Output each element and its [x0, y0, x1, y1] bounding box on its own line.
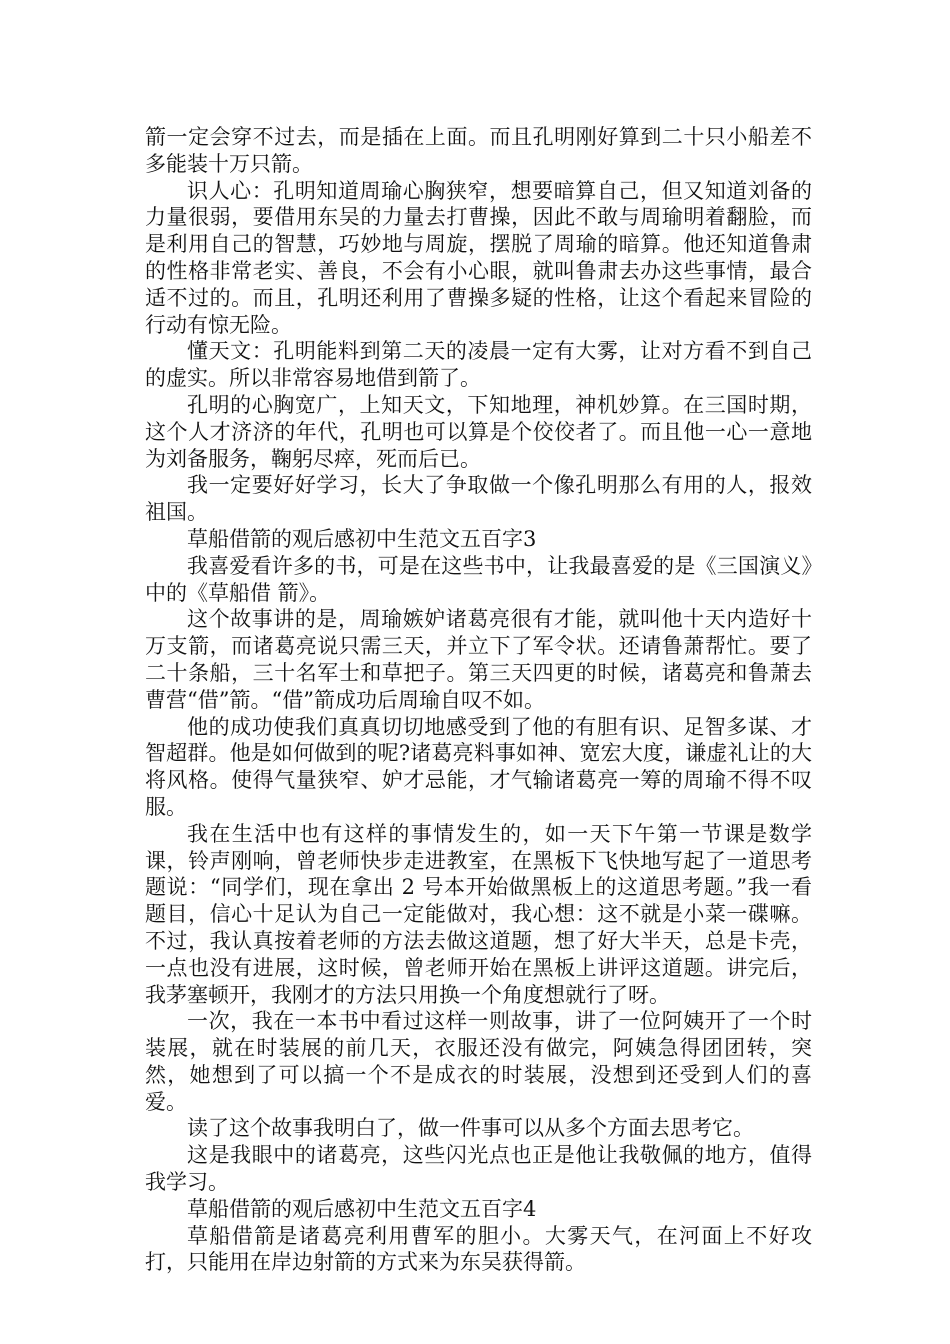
- paragraph-lesson: 读了这个故事我明白了，做一件事可以从多个方面去思考它。: [187, 1116, 754, 1141]
- paragraph-kongming-praise: 孔明的心胸宽广，上知天文，下知地理，神机妙算。在三国时期，这个人才济济的年代，孔明也可以算是个佼佼者了。而且他一心一意地为刘备服务，鞠躬尽瘁，死而后已。: [145, 392, 812, 471]
- paragraph-admiration: 这是我眼中的诸葛亮，这些闪光点也正是他让我敬佩的地方，值得我学习。: [145, 1143, 812, 1195]
- document-body: [145, 124, 812, 1276]
- paragraph-continuation: 箭一定会穿不过去，而是插在上面。而且孔明刚好算到二十只小船差不多能装十万只箭。: [145, 125, 812, 176]
- paragraph-astronomy: 懂天文：孔明能料到第二天的凌晨一定有大雾，让对方看不到自己的虚实。所以非常容易地借到箭了。: [145, 339, 812, 391]
- section-heading-3: 草船借箭的观后感初中生范文五百字3: [187, 526, 537, 551]
- paragraph-reading-minds: 识人心：孔明知道周瑜心胸狭窄，想要暗算自己，但又知道刘备的力量很弱，要借用东吴的力量去打曹操，因此不敢与周瑜明着翻脸，而是利用自己的智慧，巧妙地与周旋，摆脱了周瑜的暗算。他还知道鲁肃的性格非常老实、善良，不会有小心眼，就叫鲁肃去办这些事情，最合适不过的。而且，孔明还利用了曹操多疑的性格，让这个看起来冒险的行动有惊无险。: [145, 178, 812, 337]
- paragraph-essay-4-start: 草船借箭是诸葛亮利用曹军的胆小。大雾天气，在河面上不好攻打，只能用在岸边射箭的方式来为东吴获得箭。: [145, 1223, 812, 1275]
- paragraph-resolution: 我一定要好好学习，长大了争取做一个像孔明那么有用的人，报效祖国。: [145, 473, 812, 525]
- paragraph-fashion-show: 一次，我在一本书中看过这样一则故事，讲了一位阿姨开了一个时装展，就在时装展的前几天，衣服还没有做完，阿姨急得团团转，突然，她想到了可以搞一个不是成衣的时装展，没想到还受到人们的喜爱。: [145, 1009, 812, 1114]
- section-heading-4: 草船借箭的观后感初中生范文五百字4: [187, 1196, 537, 1221]
- paragraph-story-summary: 这个故事讲的是，周瑜嫉妒诸葛亮很有才能，就叫他十天内造好十万支箭，而诸葛亮说只需三天，并立下了军令状。还请鲁萧帮忙。要了二十条船，三十名军士和草把子。第三天四更的时候，诸葛亮和鲁萧去曹营“借”箭。“借”箭成功后周瑜自叹不如。: [145, 607, 812, 712]
- paragraph-favorite-book: 我喜爱看许多的书，可是在这些书中，让我最喜爱的是《三国演义》中的《草船借 箭》。: [145, 553, 812, 605]
- paragraph-success-analysis: 他的成功使我们真真切切地感受到了他的有胆有识、足智多谋、才智超群。他是如何做到的呢?诸葛亮料事如神、宽宏大度，谦虚礼让的大将风格。使得气量狭窄、妒才忌能，才气输诸葛亮一筹的周瑜不得不叹服。: [145, 714, 812, 819]
- paragraph-math-class: 我在生活中也有这样的事情发生的，如一天下午第一节课是数学课，铃声刚响，曾老师快步走进教室，在黑板下飞快地写起了一道思考题说：“同学们，现在拿出 2 号本开始做黑板上的这道思考题。”我一看题目，信心十足认为自己一定能做对，我心想：这不就是小菜一碟嘛。不过，我认真按着老师的方法去做这道题，想了好大半天，总是卡壳，一点也没有进展，这时候，曾老师开始在黑板上讲评这道题。讲完后，我茅塞顿开，我刚才的方法只用换一个角度想就行了呀。: [145, 821, 812, 1007]
